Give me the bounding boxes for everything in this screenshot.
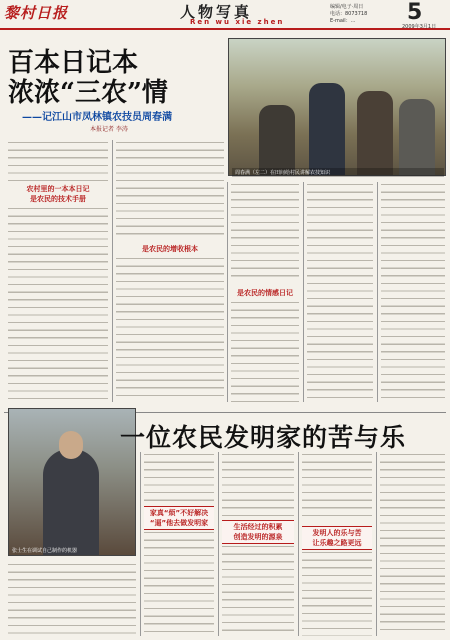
- newspaper-name: 黎村日报: [4, 4, 69, 22]
- body-text-block: [302, 550, 372, 636]
- body-text-block: [231, 182, 299, 282]
- column-rule: [376, 452, 377, 636]
- box-subhead-line: 让乐趣之路更远: [312, 539, 362, 547]
- section-subhead: 是农民的情感日记: [237, 289, 293, 297]
- section-pinyin: Ren wu xie zhen: [190, 18, 285, 26]
- column-rule: [218, 452, 219, 636]
- column-rule: [140, 452, 141, 636]
- photo-figure: [259, 105, 295, 175]
- photo-figure: [43, 449, 99, 556]
- box-subhead-line: 家真“烦”不好解决: [149, 509, 209, 517]
- section-subhead: 是农民的技术手册: [30, 195, 86, 203]
- body-text-block: [8, 206, 108, 402]
- photo-figure-head: [59, 431, 83, 459]
- body-text-block: [307, 182, 373, 402]
- photo-figure: [399, 99, 435, 175]
- headline-line-1: 百本日记本: [8, 48, 139, 78]
- section-subhead: 是农民的增收根本: [142, 245, 198, 253]
- body-text-block: [231, 300, 299, 402]
- photo-figure: [309, 83, 345, 175]
- editor-info: [330, 4, 367, 25]
- box-subhead-line: “逼”他去做发明家: [149, 519, 209, 527]
- box-subhead-line: 生活经过的积累: [233, 523, 283, 531]
- column-rule: [377, 182, 378, 402]
- body-text-block: [381, 182, 445, 402]
- body-text-block: [222, 544, 294, 636]
- column-rule: [112, 140, 113, 402]
- body-text-block: [8, 140, 108, 182]
- section-subhead: 农村里的一本本日记: [26, 185, 90, 193]
- editor-name: 编辑/电子·周日: [330, 4, 364, 10]
- upper-photo-caption: 周春满（左二）在田间给村民讲解农技知识: [232, 168, 444, 177]
- column-rule: [298, 452, 299, 636]
- upper-photo: [228, 38, 446, 176]
- body-text-block: [8, 562, 136, 636]
- body-text-block: [222, 452, 294, 516]
- body-text-block: [144, 452, 214, 502]
- body-text-block: [144, 530, 214, 636]
- body-text-block: [380, 452, 445, 636]
- lower-headline: 一位农民发明家的苦与乐: [120, 423, 407, 452]
- column-rule: [227, 182, 228, 402]
- photo-figure: [357, 91, 393, 175]
- upper-headline: [8, 48, 198, 108]
- box-subhead: [222, 520, 294, 544]
- column-rule: [303, 182, 304, 402]
- page-number: 5: [407, 0, 423, 25]
- upper-subhead: ——记江山市凤林镇农技员周春满: [22, 112, 172, 123]
- section-title: 人物写真: [180, 3, 253, 21]
- headline-line-2: 浓浓“三农”情: [8, 78, 168, 108]
- box-subhead: [144, 506, 214, 530]
- upper-byline: 本报记者 李涛: [90, 126, 128, 133]
- body-text-block: [116, 140, 224, 238]
- body-text-block: [116, 256, 224, 402]
- editor-email: E-mail：...: [330, 18, 356, 24]
- editor-phone: 电话：8073718: [330, 11, 368, 17]
- lower-photo: [8, 408, 136, 556]
- box-subhead-line: 发明人的乐与苦: [312, 529, 362, 537]
- box-subhead: [302, 526, 372, 550]
- box-subhead-line: 创造发明的源泉: [233, 533, 283, 541]
- body-text-block: [302, 452, 372, 522]
- issue-date: 2009年3月1日: [402, 24, 437, 30]
- lower-photo-caption: 张士生在调试自己制作的机器: [12, 548, 78, 554]
